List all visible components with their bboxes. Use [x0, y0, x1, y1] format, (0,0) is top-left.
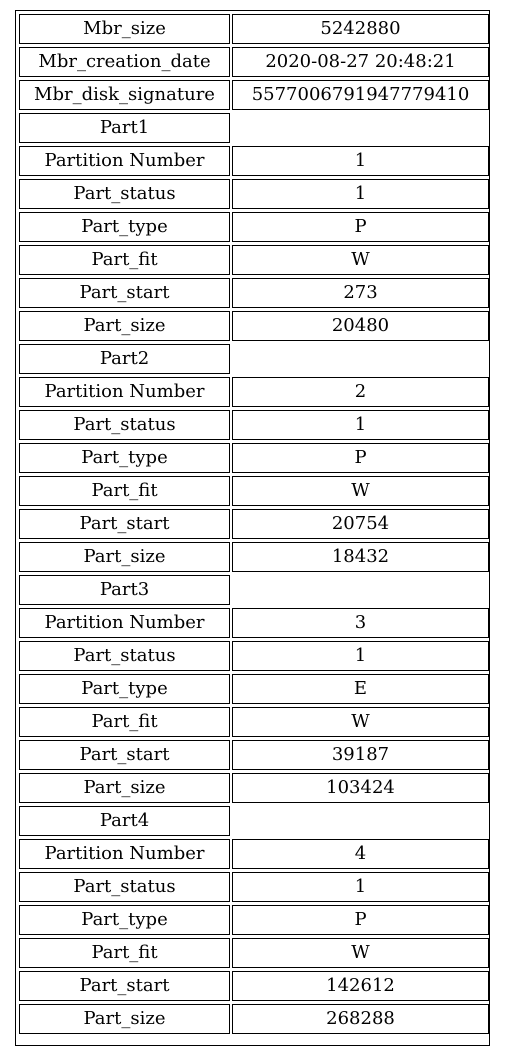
field-label: Part_status	[19, 872, 230, 902]
field-label: Part_status	[19, 179, 230, 209]
empty-cell	[232, 806, 489, 836]
field-value: P	[232, 212, 489, 242]
field-value: 273	[232, 278, 489, 308]
field-label: Partition Number	[19, 146, 230, 176]
field-value: 1	[232, 641, 489, 671]
mbr-disk-signature-label: Mbr_disk_signature	[19, 80, 230, 110]
table-row	[19, 245, 489, 275]
field-label: Part_fit	[19, 938, 230, 968]
table-row	[19, 773, 489, 803]
table-row	[19, 674, 489, 704]
table-row	[19, 311, 489, 341]
table-row	[19, 476, 489, 506]
field-value: P	[232, 905, 489, 935]
field-label: Part_type	[19, 212, 230, 242]
field-label: Part_type	[19, 905, 230, 935]
field-value: W	[232, 245, 489, 275]
mbr-size-label: Mbr_size	[19, 14, 230, 44]
table-row	[19, 740, 489, 770]
field-label: Part_fit	[19, 476, 230, 506]
mbr-creation-date-label: Mbr_creation_date	[19, 47, 230, 77]
field-label: Part_fit	[19, 245, 230, 275]
partition-header-row	[19, 113, 489, 143]
table-row	[19, 938, 489, 968]
field-value: 1	[232, 179, 489, 209]
table-row	[19, 146, 489, 176]
partition-title: Part1	[19, 113, 230, 143]
table-row	[19, 47, 489, 77]
field-value: 1	[232, 146, 489, 176]
field-label: Part_start	[19, 509, 230, 539]
table-row	[19, 971, 489, 1001]
table-row	[19, 608, 489, 638]
field-value: 268288	[232, 1004, 489, 1034]
field-label: Part_size	[19, 1004, 230, 1034]
table-row	[19, 707, 489, 737]
field-label: Part_type	[19, 443, 230, 473]
field-label: Part_start	[19, 278, 230, 308]
field-label: Part_status	[19, 410, 230, 440]
field-value: 20754	[232, 509, 489, 539]
table-row	[19, 905, 489, 935]
partition-header-row	[19, 575, 489, 605]
partition-header-row	[19, 344, 489, 374]
field-label: Partition Number	[19, 608, 230, 638]
field-value: W	[232, 707, 489, 737]
partition-header-row	[19, 806, 489, 836]
field-value: W	[232, 476, 489, 506]
table-row	[19, 278, 489, 308]
empty-cell	[232, 113, 489, 143]
field-value: W	[232, 938, 489, 968]
field-value: 2	[232, 377, 489, 407]
table-row	[19, 14, 489, 44]
field-label: Part_type	[19, 674, 230, 704]
table-row	[19, 80, 489, 110]
table-row	[19, 542, 489, 572]
partition-title: Part4	[19, 806, 230, 836]
mbr-report-frame	[15, 10, 490, 1046]
field-label: Partition Number	[19, 839, 230, 869]
partition-title: Part3	[19, 575, 230, 605]
field-value: 142612	[232, 971, 489, 1001]
field-value: P	[232, 443, 489, 473]
mbr-size-value: 5242880	[232, 14, 489, 44]
table-row	[19, 443, 489, 473]
field-label: Part_start	[19, 740, 230, 770]
table-row	[19, 1004, 489, 1034]
table-row	[19, 641, 489, 671]
field-value: 1	[232, 872, 489, 902]
table-row	[19, 377, 489, 407]
table-row	[19, 212, 489, 242]
field-value: 3	[232, 608, 489, 638]
field-label: Part_size	[19, 542, 230, 572]
field-label: Part_start	[19, 971, 230, 1001]
field-value: 1	[232, 410, 489, 440]
field-value: 39187	[232, 740, 489, 770]
empty-cell	[232, 575, 489, 605]
table-row	[19, 872, 489, 902]
field-label: Part_size	[19, 773, 230, 803]
field-value: 103424	[232, 773, 489, 803]
field-value: 20480	[232, 311, 489, 341]
field-label: Partition Number	[19, 377, 230, 407]
partition-title: Part2	[19, 344, 230, 374]
field-label: Part_status	[19, 641, 230, 671]
field-label: Part_fit	[19, 707, 230, 737]
field-value: 18432	[232, 542, 489, 572]
table-row	[19, 179, 489, 209]
mbr-disk-signature-value: 5577006791947779410	[232, 80, 489, 110]
table-row	[19, 410, 489, 440]
table-row	[19, 509, 489, 539]
field-value: 4	[232, 839, 489, 869]
table-row	[19, 839, 489, 869]
field-value: E	[232, 674, 489, 704]
mbr-table	[17, 11, 491, 1037]
mbr-creation-date-value: 2020-08-27 20:48:21	[232, 47, 489, 77]
empty-cell	[232, 344, 489, 374]
field-label: Part_size	[19, 311, 230, 341]
